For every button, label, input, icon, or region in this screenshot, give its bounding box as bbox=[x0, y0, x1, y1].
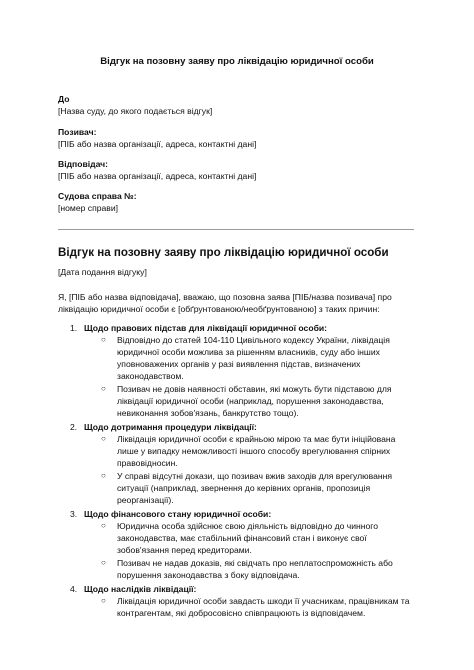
reason-number: 3. bbox=[70, 509, 78, 519]
reason-points bbox=[58, 433, 420, 506]
party-plaintiff bbox=[58, 126, 438, 150]
point-line: Ліквідація юридичної особи є крайньою мірою та має бути ініційована bbox=[117, 434, 396, 444]
reason-title: Щодо дотримання процедури ліквідації: bbox=[84, 422, 257, 432]
hollow-bullet-icon: ○ bbox=[101, 558, 106, 567]
point-line: законодавством. bbox=[117, 371, 184, 381]
point-line: контрагентам, які добросовісно співпрацюють із відповідачем. bbox=[117, 608, 366, 618]
point-line: Позивач не довів наявності обставин, які можуть бути підставою для bbox=[117, 384, 392, 394]
hollow-bullet-icon: ○ bbox=[101, 335, 106, 344]
point-line: правовідносин. bbox=[117, 458, 178, 468]
reason-title: Щодо правових підстав для ліквідації юридичної особи: bbox=[84, 323, 328, 333]
reason-item bbox=[58, 583, 420, 619]
reason-point bbox=[58, 433, 420, 469]
court-value: [Назва суду, до якого подається відгук] bbox=[58, 106, 213, 116]
reason-number: 4. bbox=[70, 584, 78, 594]
reason-point bbox=[58, 595, 420, 619]
hollow-bullet-icon: ○ bbox=[101, 521, 106, 530]
reasons-list bbox=[58, 322, 420, 621]
submission-date: [Дата подання відгуку] bbox=[58, 267, 147, 277]
point-line: уповноважених органів у разі виявлення підстав, визначених bbox=[117, 359, 361, 369]
section-divider bbox=[58, 229, 414, 230]
point-line: юридичної особи можлива за рішенням власників, суду або інших bbox=[117, 347, 380, 357]
reason-point bbox=[58, 520, 420, 556]
point-line: реорганізації). bbox=[117, 495, 174, 505]
point-line: законодавства, має стабільний фінансовий стан і виконує свої bbox=[117, 533, 367, 543]
court-label: До bbox=[58, 94, 70, 104]
point-line: лише у випадку неможливості іншого способу врегулювання спірних bbox=[117, 446, 391, 456]
reason-point bbox=[58, 557, 420, 581]
point-line: невиконання зобов'язань, банкрутство тощо). bbox=[117, 408, 299, 418]
defendant-value: [ПІБ або назва організації, адреса, контактні дані] bbox=[58, 171, 257, 181]
case-number-value: [номер справи] bbox=[58, 203, 119, 213]
reason-points bbox=[58, 334, 420, 419]
intro-line: ліквідацію юридичної особи є [обґрунтованою/необґрунтованою] з таких причин: bbox=[58, 304, 380, 314]
reason-points bbox=[58, 520, 420, 581]
point-line: Юридична особа здійснює свою діяльність відповідно до чинного bbox=[117, 521, 379, 531]
document-title: Відгук на позовну заяву про ліквідацію юридичної особи bbox=[100, 56, 374, 67]
reason-item bbox=[58, 508, 420, 581]
hollow-bullet-icon: ○ bbox=[101, 471, 106, 480]
hollow-bullet-icon: ○ bbox=[101, 384, 106, 393]
intro-line: Я, [ПІБ або назва відповідача], вважаю, що позовна заява [ПІБ/назва позивача] про bbox=[58, 292, 392, 302]
point-line: ліквідації юридичної особи (наприклад, порушення законодавства, bbox=[117, 396, 384, 406]
reason-number: 1. bbox=[70, 323, 78, 333]
plaintiff-value: [ПІБ або назва організації, адреса, контактні дані] bbox=[58, 139, 257, 149]
hollow-bullet-icon: ○ bbox=[101, 434, 106, 443]
section-title: Відгук на позовну заяву про ліквідацію юридичної особи bbox=[58, 246, 389, 259]
plaintiff-label: Позивач: bbox=[58, 127, 97, 137]
reason-item bbox=[58, 322, 420, 419]
point-line: ситуації (наприклад, звернення до керівних органів, пропозиція bbox=[117, 483, 371, 493]
intro-paragraph bbox=[58, 291, 416, 315]
reason-point bbox=[58, 334, 420, 382]
party-case-number bbox=[58, 190, 438, 214]
point-line: У справі відсутні докази, що позивач вжив заходів для врегулювання bbox=[117, 471, 393, 481]
reason-item bbox=[58, 421, 420, 506]
point-line: порушення законодавства з боку відповідача. bbox=[117, 570, 300, 580]
reason-title: Щодо наслідків ліквідації: bbox=[84, 584, 197, 594]
case-number-label: Судова справа №: bbox=[58, 191, 137, 201]
defendant-label: Відповідач: bbox=[58, 159, 109, 169]
point-line: зобов'язання перед кредиторами. bbox=[117, 545, 252, 555]
hollow-bullet-icon: ○ bbox=[101, 596, 106, 605]
party-court bbox=[58, 93, 438, 117]
reason-point bbox=[58, 383, 420, 419]
point-line: Позивач не надав доказів, які свідчать про неплатоспроможність або bbox=[117, 558, 393, 568]
party-defendant bbox=[58, 158, 438, 182]
reason-point bbox=[58, 470, 420, 506]
reason-points bbox=[58, 595, 420, 619]
point-line: Ліквідація юридичної особи завдасть шкоди її учасникам, працівникам та bbox=[117, 596, 410, 606]
reason-title: Щодо фінансового стану юридичної особи: bbox=[84, 509, 272, 519]
reason-number: 2. bbox=[70, 422, 78, 432]
point-line: Відповідно до статей 104-110 Цивільного кодексу України, ліквідація bbox=[117, 335, 390, 345]
